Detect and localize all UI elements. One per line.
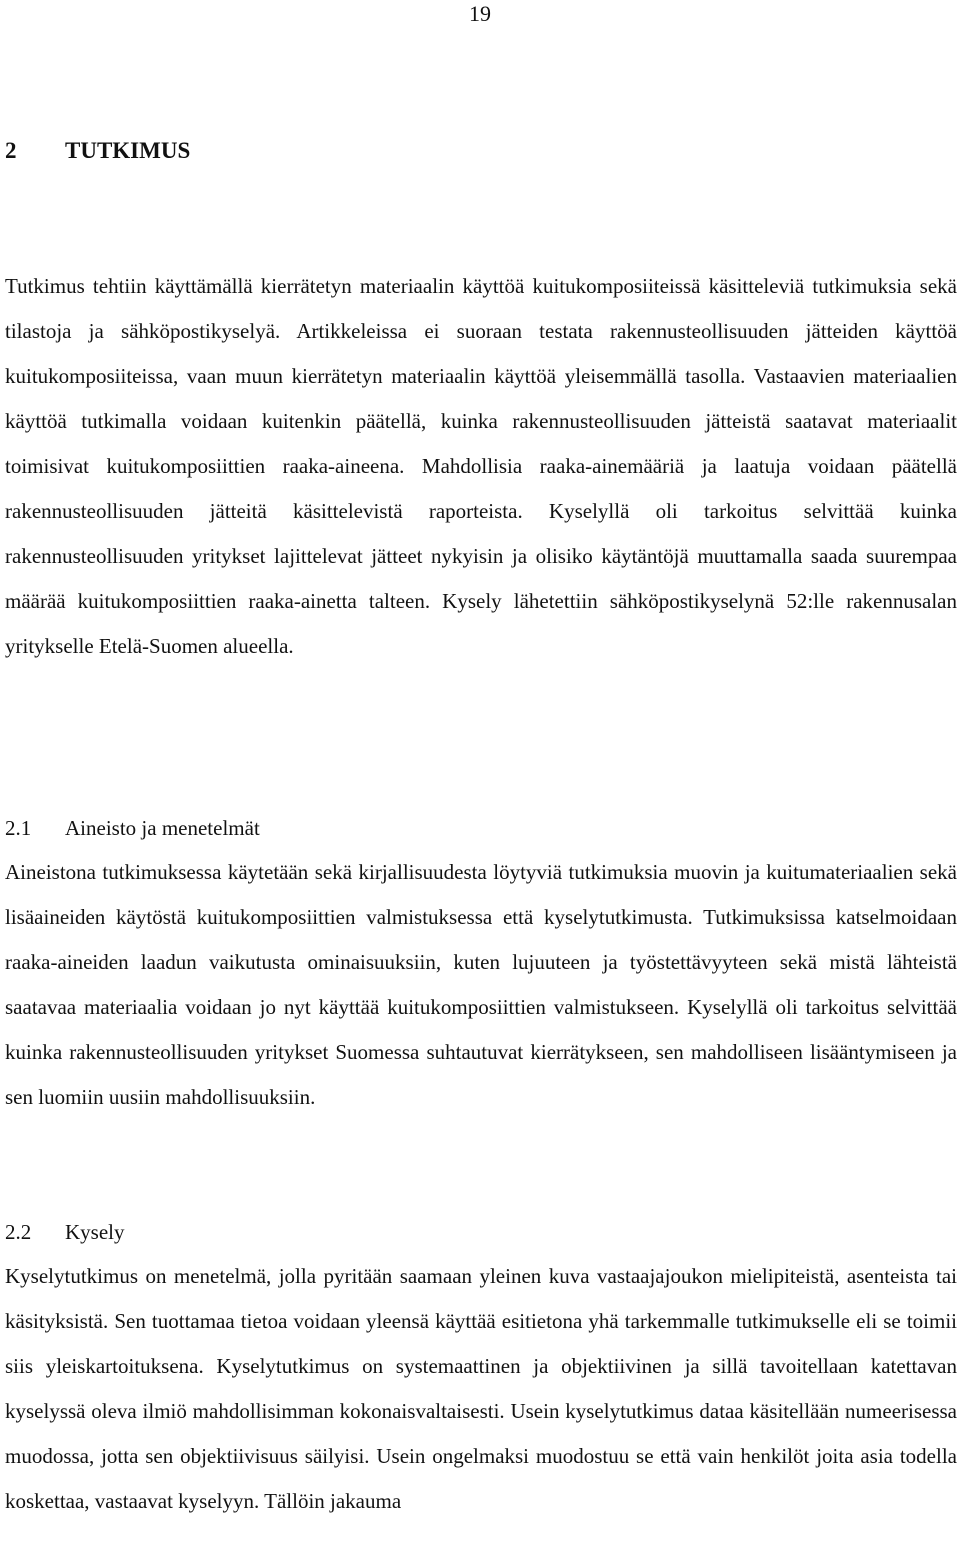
kysely-paragraph: Kyselytutkimus on menetelmä, jolla pyritään saamaan yleinen kuva vastaajajoukon mielipiteistä, asenteista tai käsityksistä. Sen tuottamaa tietoa voidaan yleensä käyttää esitietona yhä tarkemmalle tutkimukselle eli se toimii siis yleiskartoituksena. Kyselytutkimus on systemaattinen ja objektiivinen ja sillä tavoitellaan katettavan kyselyssä oleva ilmiö mahdollisimman kokonaisvaltaisesti. Usein kyselytutkimus dataa käsitellään numeerisessa muodossa, jotta sen objektiivisuus säilyisi. Usein ongelmaksi muodostuu se että vain henkilöt joita asia todella koskettaa, vastaavat kyselyyn. Tällöin jakauma [5, 1264, 957, 1513]
chapter-number: 2 [5, 138, 17, 163]
intro-paragraph: Tutkimus tehtiin käyttämällä kierrätetyn materiaalin käyttöä kuitukomposiiteissä käsitteleviä tutkimuksia sekä tilastoja ja sähköpostikyselyä. Artikkeleissa ei suoraan testata rakennusteollisuuden jätteiden käyttöä kuitukomposiiteissa, vaan muun kierrätetyn materiaalin käyttöä yleisemmällä tasolla. Vastaavien materiaalien käyttöä tutkimalla voidaan kuitenkin päätellä, kuinka rakennusteollisuuden jätteistä saatavat materiaalit toimisivat kuitukomposiittien raaka-aineena. Mahdollisia raaka-ainemääriä ja laatuja voidaan päätellä rakennusteollisuuden jätteitä käsittelevistä raporteista. Kyselyllä oli tarkoitus selvittää kuinka rakennusteollisuuden yritykset lajittelevat jätteet nykyisin ja olisiko käytäntöjä muuttamalla saada suurempaa määrää kuitukomposiittien raaka-ainetta talteen. Kysely lähetettiin sähköpostikyselynä 52:lle rakennusalan yritykselle Etelä-Suomen alueella. [5, 274, 957, 658]
aineisto-paragraph: Aineistona tutkimuksessa käytetään sekä kirjallisuudesta löytyviä tutkimuksia muovin ja kuitumateriaalien sekä lisäaineiden käytöstä kuitukomposiittien valmistuksessa että kyselytutkimusta. Tutkimuksissa katselmoidaan raaka-aineiden laadun vaikutusta ominaisuuksiin, kuten lujuuteen ja työstettävyyteen sekä mistä lähteistä saatavaa materiaalia voidaan jo nyt käyttää kuitukomposiittien valmistukseen. Kyselyllä oli tarkoitus selvittää kuinka rakennusteollisuuden yritykset Suomessa suhtautuvat kierrätykseen, sen mahdolliseen lisääntymiseen ja sen luomiin uusiin mahdollisuuksiin. [5, 860, 957, 1109]
section-number: 2.2 [5, 1220, 32, 1244]
section-heading-2-2 [5, 1217, 125, 1247]
section-heading-2-1 [5, 813, 260, 843]
section-title: Kysely [65, 1220, 125, 1244]
chapter-heading [5, 136, 190, 166]
chapter-title: TUTKIMUS [65, 138, 191, 163]
page-number: 19 [469, 1, 491, 26]
section-title: Aineisto ja menetelmät [65, 816, 260, 840]
section-number: 2.1 [5, 816, 32, 840]
